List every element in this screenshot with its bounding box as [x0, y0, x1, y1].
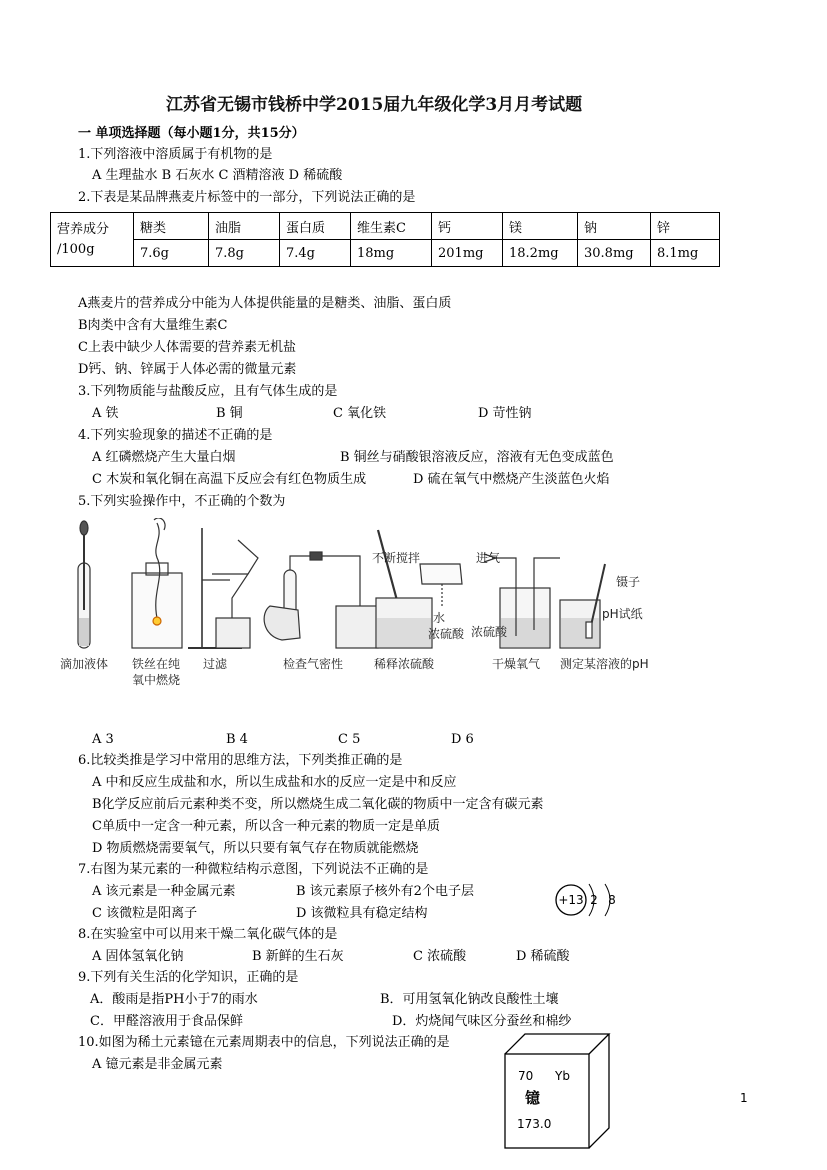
q5-option-a: A 3 — [92, 732, 114, 747]
water-bottle — [420, 564, 462, 584]
page-title: 江苏省无锡市钱桥中学2015届九年级化学3月月考试题 — [166, 95, 583, 115]
label-ph: 测定某溶液的pH — [560, 657, 649, 671]
pouring-beaker — [238, 540, 258, 574]
table-cell: 201mg — [432, 240, 503, 267]
nucleus-charge: +13 — [558, 893, 584, 907]
element-symbol: Yb — [555, 1069, 570, 1083]
label-iron-2: 氧中燃烧 — [132, 673, 181, 687]
dropper-bulb — [80, 521, 88, 535]
label-stir: 不断搅拌 — [372, 551, 421, 565]
label-gas-in: 进气 — [476, 551, 501, 565]
row-header-cell — [51, 213, 134, 267]
q4-option-c: C 木炭和氧化铜在高温下反应会有红色物质生成 — [92, 472, 367, 487]
table-cell: 7.6g — [134, 240, 209, 267]
table-header: 糖类 — [134, 213, 209, 240]
q3-option-c: C 氧化铁 — [333, 406, 387, 421]
atomic-mass: 173.0 — [517, 1117, 552, 1131]
q2-option-c: C上表中缺少人体需要的营养素无机盐 — [78, 340, 296, 355]
q6-stem: 6.比较类推是学习中常用的思维方法，下列类推正确的是 — [78, 753, 403, 768]
table-header: 钠 — [578, 213, 651, 240]
label-tweezers: 镊子 — [616, 575, 641, 589]
shell-1-electrons: 2 — [590, 893, 598, 907]
q8-option-d: D 稀硫酸 — [516, 949, 570, 964]
q4-stem: 4.下列实验现象的描述不正确的是 — [78, 428, 273, 443]
wire-tip — [154, 518, 165, 530]
nutrition-table — [50, 212, 720, 267]
table-cell: 7.4g — [280, 240, 351, 267]
q3-option-d: D 苛性钠 — [478, 406, 532, 421]
element-name: 镱 — [525, 1089, 541, 1107]
table-cell: 30.8mg — [578, 240, 651, 267]
label-iron-1: 铁丝在纯 — [132, 657, 181, 671]
q10-stem: 10.如图为稀土元素镱在元素周期表中的信息，下列说法正确的是 — [78, 1035, 450, 1050]
q9-option-c: C．甲醛溶液用于食品保鲜 — [90, 1014, 243, 1029]
q1-options: A 生理盐水 B 石灰水 C 酒精溶液 D 稀硫酸 — [92, 168, 343, 183]
q5-stem: 5.下列实验操作中，不正确的个数为 — [78, 494, 286, 509]
q4-option-a: A 红磷燃烧产生大量白烟 — [92, 450, 236, 465]
ph-solution — [561, 618, 599, 647]
flame — [153, 617, 161, 625]
lab-operations-figure — [60, 518, 680, 688]
q4-option-b: B 铜丝与硝酸银溶液反应，溶液有无色变成蓝色 — [340, 450, 614, 465]
label-ph-paper: pH试纸 — [602, 607, 643, 621]
q2-stem: 2.下表是某品牌燕麦片标签中的一部分，下列说法正确的是 — [78, 190, 416, 205]
q6-option-b: B化学反应前后元素种类不变，所以燃烧生成二氧化碳的物质中一定含有碳元素 — [92, 797, 544, 812]
q9-stem: 9.下列有关生活的化学知识，正确的是 — [78, 970, 299, 985]
table-cell: 8.1mg — [651, 240, 720, 267]
dilution-liquid — [377, 618, 431, 647]
periodic-element-box — [503, 1032, 613, 1150]
atomic-number: 70 — [518, 1069, 534, 1083]
element-box-top — [505, 1034, 609, 1054]
table-header: 钙 — [432, 213, 503, 240]
q8-stem: 8.在实验室中可以用来干燥二氧化碳气体的是 — [78, 927, 338, 942]
row-header-2: /100g — [57, 241, 95, 257]
hand — [264, 606, 300, 640]
acid-level — [501, 618, 549, 647]
q2-option-a: A燕麦片的营养成分中能为人体提供能量的是糖类、油脂、蛋白质 — [78, 296, 452, 311]
shell-2-electrons: 8 — [608, 893, 616, 907]
table-cell: 18mg — [351, 240, 432, 267]
atom-structure-diagram — [553, 876, 633, 924]
q6-option-a: A 中和反应生成盐和水，所以生成盐和水的反应一定是中和反应 — [92, 775, 457, 790]
table-header: 维生素C — [351, 213, 432, 240]
receiving-beaker — [216, 618, 250, 648]
q8-option-c: C 浓硫酸 — [413, 949, 467, 964]
q6-option-d: D 物质燃烧需要氧气，所以只要有氧气存在物质就能燃烧 — [92, 841, 419, 856]
q5-option-d: D 6 — [451, 732, 474, 747]
q4-option-d: D 硫在氧气中燃烧产生淡蓝色火焰 — [413, 472, 610, 487]
q8-option-a: A 固体氢氧化钠 — [92, 949, 184, 964]
q3-option-a: A 铁 — [92, 406, 119, 421]
table-row — [51, 240, 720, 267]
label-airtight: 检查气密性 — [283, 657, 344, 671]
label-drop: 滴加液体 — [60, 657, 109, 671]
q2-option-b: B肉类中含有大量维生素C — [78, 318, 228, 333]
table-cell: 7.8g — [209, 240, 280, 267]
label-conc-acid-1: 浓硫酸 — [428, 627, 465, 641]
label-water: 水 — [433, 611, 446, 625]
table-header: 蛋白质 — [280, 213, 351, 240]
label-conc-acid-2: 浓硫酸 — [471, 625, 508, 639]
q7-option-c: C 该微粒是阳离子 — [92, 906, 198, 921]
q5-option-c: C 5 — [338, 732, 361, 747]
q7-option-b: B 该元素原子核外有2个电子层 — [296, 884, 474, 899]
water-beaker-4 — [336, 606, 378, 648]
label-filter: 过滤 — [203, 657, 228, 671]
tube-connector — [310, 552, 322, 560]
ph-strip — [586, 622, 592, 638]
liquid-1 — [79, 618, 89, 646]
q1-stem: 1.下列溶液中溶质属于有机物的是 — [78, 147, 273, 162]
q6-option-c: C单质中一定含一种元素，所以含一种元素的物质一定是单质 — [92, 819, 440, 834]
q7-option-d: D 该微粒具有稳定结构 — [296, 906, 428, 921]
row-header-1: 营养成分 — [57, 221, 110, 237]
q3-option-b: B 铜 — [216, 406, 243, 421]
gas-bottle — [132, 573, 182, 648]
q7-option-a: A 该元素是一种金属元素 — [92, 884, 236, 899]
q9-option-a: A．酸雨是指PH小于7的雨水 — [90, 992, 258, 1007]
page-number: 1 — [740, 1091, 748, 1105]
section-heading: 一 单项选择题（每小题1分，共15分） — [78, 126, 305, 141]
q9-option-d: D．灼烧闻气味区分蚕丝和棉纱 — [392, 1014, 572, 1029]
table-header: 油脂 — [209, 213, 280, 240]
q3-stem: 3.下列物质能与盐酸反应，且有气体生成的是 — [78, 384, 338, 399]
q9-option-b: B．可用氢氧化钠改良酸性土壤 — [380, 992, 559, 1007]
q7-stem: 7.右图为某元素的一种微粒结构示意图，下列说法不正确的是 — [78, 862, 429, 877]
q5-option-b: B 4 — [226, 732, 248, 747]
label-dry: 干燥氧气 — [492, 657, 541, 671]
q8-option-b: B 新鲜的生石灰 — [252, 949, 344, 964]
table-header: 镁 — [503, 213, 578, 240]
table-cell: 18.2mg — [503, 240, 578, 267]
label-dilute: 稀释浓硫酸 — [374, 657, 435, 671]
table-header: 锌 — [651, 213, 720, 240]
q2-option-d: D钙、钠、锌属于人体必需的微量元素 — [78, 362, 297, 377]
q10-option-a: A 镱元素是非金属元素 — [92, 1057, 223, 1072]
table-row — [51, 213, 720, 240]
